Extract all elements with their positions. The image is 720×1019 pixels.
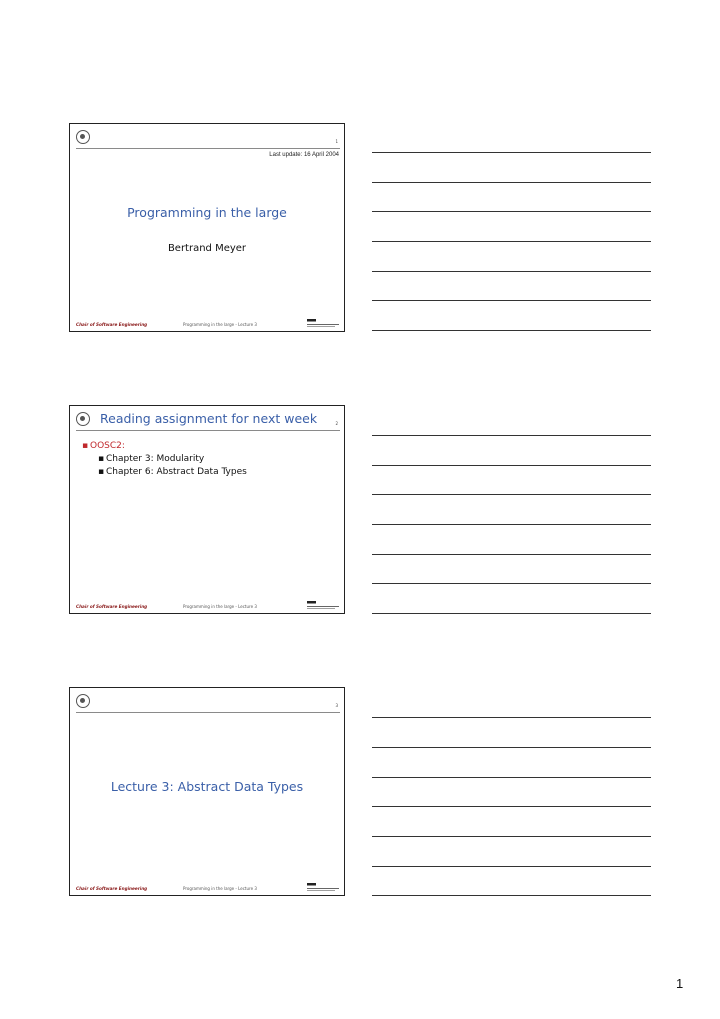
bullet-icon: ▪ — [82, 441, 89, 451]
footer-lecture-name: Programming in the large - Lecture 3 — [183, 604, 257, 609]
note-line — [372, 330, 651, 331]
list-item: ▪ Chapter 6: Abstract Data Types — [98, 467, 247, 477]
last-update-text: Last update: 16 April 2004 — [269, 152, 339, 158]
slide-page-number: 1 — [335, 139, 338, 144]
note-line — [372, 300, 651, 301]
slide-page-number: 3 — [335, 703, 338, 708]
list-item: ▪ Chapter 3: Modularity — [98, 454, 205, 464]
slide-title: Programming in the large — [127, 205, 287, 220]
note-line — [372, 182, 651, 183]
footer-lecture-name: Programming in the large - Lecture 3 — [183, 886, 257, 891]
footer-chair-name: Chair of Software Engineering — [76, 604, 148, 609]
note-line — [372, 613, 651, 614]
eth-logo-icon — [307, 319, 339, 328]
note-line — [372, 524, 651, 525]
header-divider — [76, 712, 340, 713]
note-line — [372, 583, 651, 584]
eth-logo-icon — [307, 883, 339, 892]
slide-title: Lecture 3: Abstract Data Types — [110, 779, 304, 794]
page-number: 1 — [676, 976, 684, 991]
note-line — [372, 747, 651, 748]
note-line — [372, 836, 651, 837]
note-line — [372, 271, 651, 272]
slide-3 — [69, 687, 345, 896]
chair-logo-icon — [76, 130, 90, 144]
slide-2 — [69, 405, 345, 614]
note-line — [372, 152, 651, 153]
note-line — [372, 435, 651, 436]
eth-logo-icon — [307, 601, 339, 610]
bullet-icon: ▪ — [98, 467, 105, 477]
note-line — [372, 465, 651, 466]
note-line — [372, 241, 651, 242]
chair-logo-icon — [76, 694, 90, 708]
bullet-list — [82, 440, 247, 479]
footer-chair-name: Chair of Software Engineering — [76, 322, 148, 327]
note-line — [372, 895, 651, 896]
slide-title: Reading assignment for next week — [100, 411, 318, 426]
note-line — [372, 554, 651, 555]
note-line — [372, 866, 651, 867]
note-line — [372, 211, 651, 212]
header-divider — [76, 430, 340, 431]
header-divider — [76, 148, 340, 149]
slide-author: Bertrand Meyer — [167, 243, 247, 254]
bullet-icon: ▪ — [98, 454, 105, 464]
footer-chair-name: Chair of Software Engineering — [76, 886, 148, 891]
chair-logo-icon — [76, 412, 90, 426]
note-line — [372, 806, 651, 807]
slide-1 — [69, 123, 345, 332]
note-line — [372, 494, 651, 495]
list-item: ▪ OOSC2: — [82, 441, 125, 451]
note-line — [372, 717, 651, 718]
note-line — [372, 777, 651, 778]
slide-page-number: 2 — [335, 421, 338, 426]
footer-lecture-name: Programming in the large - Lecture 3 — [183, 322, 257, 327]
